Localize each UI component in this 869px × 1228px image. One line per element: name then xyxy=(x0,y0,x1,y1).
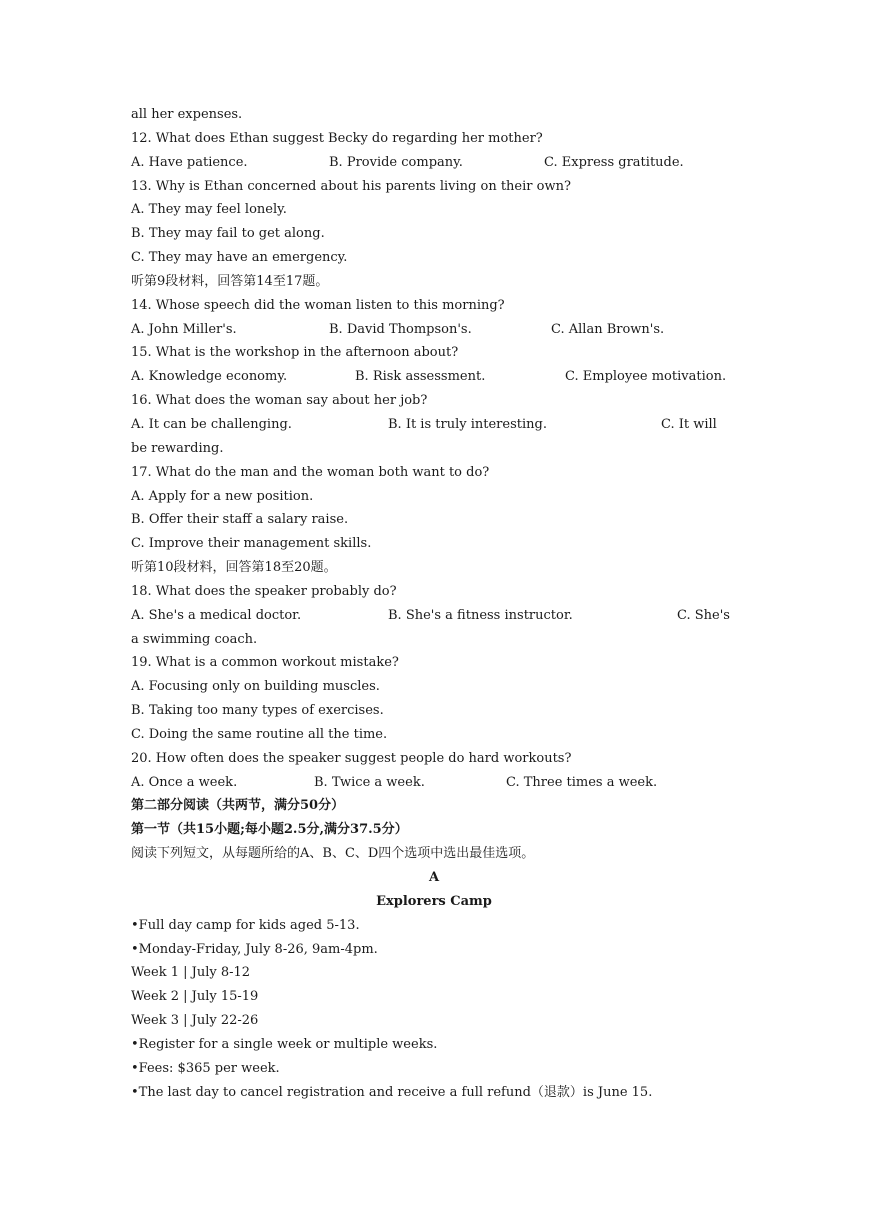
option-c: C. Improve their management skills. xyxy=(131,536,372,552)
part-heading: 第二部分阅读（共两节，满分50分） xyxy=(131,798,345,814)
section-instruction-9: 听第9段材料，回答第14至17题。 xyxy=(131,273,329,289)
text-line: all her expenses. xyxy=(131,107,243,122)
question-12: 12. What does Ethan suggest Becky do regarding her mother? xyxy=(131,130,543,146)
bullet-item: •Monday-Friday, July 8-26, 9am-4pm. xyxy=(131,941,378,957)
option-c: C. Express gratitude. xyxy=(544,154,684,170)
option-c: C. She's xyxy=(677,607,730,623)
passage-letter: A xyxy=(428,870,440,885)
option-a: A. Knowledge economy. xyxy=(131,369,288,385)
option-b: B. It is truly interesting. xyxy=(388,416,547,432)
question-13: 13. Why is Ethan concerned about his parents living on their own? xyxy=(131,178,571,194)
option-a: A. John Miller's. xyxy=(131,321,237,337)
options-16 xyxy=(131,413,737,437)
passage-title: Explorers Camp xyxy=(376,893,492,909)
bullet-item: •Register for a single week or multiple weeks. xyxy=(131,1036,438,1052)
exam-page xyxy=(131,103,737,1104)
option-b: B. Twice a week. xyxy=(314,774,425,790)
reading-instruction: 阅读下列短文，从每题所给的A、B、C、D四个选项中选出最佳选项。 xyxy=(131,846,535,862)
option-a: A. Once a week. xyxy=(131,774,238,790)
week-item: Week 3 | July 22-26 xyxy=(131,1013,259,1029)
option-c: C. It will xyxy=(661,416,717,432)
question-20: 20. How often does the speaker suggest people do hard workouts? xyxy=(131,750,572,766)
options-14 xyxy=(131,318,737,342)
option-b: B. David Thompson's. xyxy=(329,321,472,337)
option-c: C. They may have an emergency. xyxy=(131,250,348,266)
option-c: C. Doing the same routine all the time. xyxy=(131,726,388,742)
option-a: A. She's a medical doctor. xyxy=(131,607,302,623)
option-a: A. It can be challenging. xyxy=(131,416,292,432)
option-c: C. Three times a week. xyxy=(506,774,658,790)
bullet-item: •The last day to cancel registration and receive a full refund（退款）is June 15. xyxy=(131,1084,653,1100)
option-a: A. Have patience. xyxy=(131,154,248,170)
option-b: B. She's a fitness instructor. xyxy=(388,607,573,623)
option-b: B. Risk assessment. xyxy=(355,369,486,385)
question-16: 16. What does the woman say about her job? xyxy=(131,393,428,409)
options-15 xyxy=(131,365,737,389)
week-item: Week 2 | July 15-19 xyxy=(131,989,259,1005)
question-17: 17. What do the man and the woman both want to do? xyxy=(131,464,490,480)
options-12 xyxy=(131,151,737,175)
options-18 xyxy=(131,604,737,628)
option-b: B. They may fail to get along. xyxy=(131,226,325,242)
section-heading: 第一节（共15小题;每小题2.5分,满分37.5分） xyxy=(131,822,408,838)
option-a: A. Apply for a new position. xyxy=(131,488,314,504)
bullet-item: •Fees: $365 per week. xyxy=(131,1060,280,1076)
options-20 xyxy=(131,771,737,795)
option-c: C. Employee motivation. xyxy=(565,369,727,385)
question-14: 14. Whose speech did the woman listen to this morning? xyxy=(131,297,505,313)
bullet-item: •Full day camp for kids aged 5-13. xyxy=(131,917,360,933)
question-18: 18. What does the speaker probably do? xyxy=(131,583,397,599)
section-instruction-10: 听第10段材料，回答第18至20题。 xyxy=(131,560,337,576)
option-b: B. Provide company. xyxy=(329,154,463,170)
option-a: A. They may feel lonely. xyxy=(131,202,287,218)
question-15: 15. What is the workshop in the afternoon about? xyxy=(131,345,459,361)
question-19: 19. What is a common workout mistake? xyxy=(131,655,399,671)
option-c-continued: a swimming coach. xyxy=(131,631,258,647)
option-c: C. Allan Brown's. xyxy=(551,321,665,337)
week-item: Week 1 | July 8-12 xyxy=(131,965,251,981)
option-b: B. Offer their staff a salary raise. xyxy=(131,512,349,528)
option-a: A. Focusing only on building muscles. xyxy=(131,679,380,695)
option-b: B. Taking too many types of exercises. xyxy=(131,703,384,719)
option-c-continued: be rewarding. xyxy=(131,440,224,456)
